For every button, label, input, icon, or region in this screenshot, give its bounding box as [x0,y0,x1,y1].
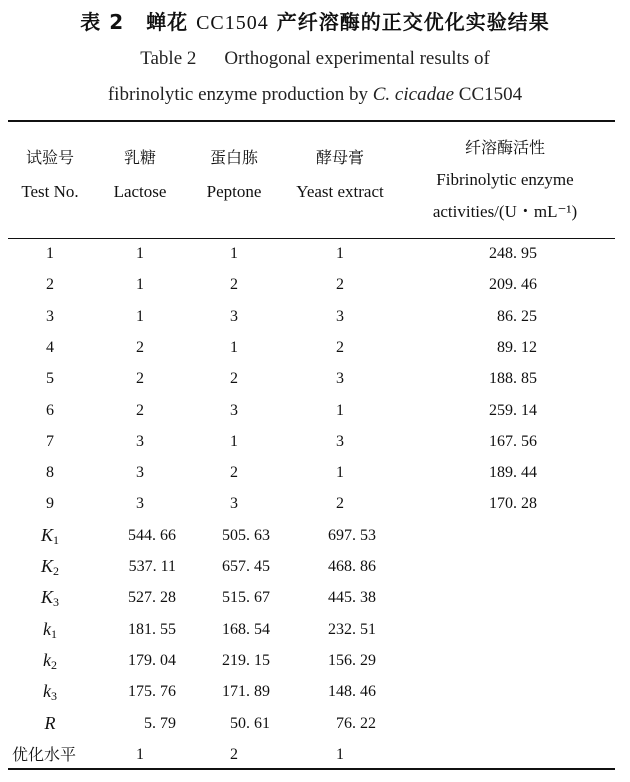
table-cell: 3 [136,432,144,450]
stat-value: 171. 89 [222,683,270,701]
table-cell: 2 [336,495,344,513]
stat-value: 468. 86 [328,558,376,575]
table-cell: 4 [46,338,54,356]
title-cn-main: 蝉花 [146,10,189,34]
table-cell: 2 [230,370,238,388]
table-cell: 1 [230,338,238,356]
table-cell: 8 [46,464,54,482]
activity-cell: 167. 56 [489,432,537,450]
stat-value: 76. 22 [336,714,376,732]
activity-cell: 209. 46 [489,276,537,294]
header-text: Yeast extract [296,182,384,201]
table-cell: 2 [230,276,238,294]
header-text: activities/(U・mL⁻¹) [432,202,578,221]
table-top-rule [8,120,615,122]
table-cell: 1 [336,245,344,262]
stat-value: 657. 45 [222,558,270,575]
table-cell: 3 [46,307,54,325]
activity-cell: 86. 25 [497,307,537,325]
stat-value: 219. 15 [222,651,270,669]
table-title-cn [0,6,630,35]
table-title-en-line1 [0,48,630,70]
stat-label: $k_2$ [43,649,57,672]
table-number: 表 2 [80,10,125,34]
stat-value: 505. 63 [222,526,270,544]
table-cell: 1 [336,401,344,419]
title-cn-suffix: 产纤溶酶的正交优化实验结果 [276,10,550,34]
stat-value: 179. 04 [128,651,176,669]
table-cell: 2 [136,370,144,388]
table-cell: 3 [136,495,144,513]
stat-value: 5. 79 [144,714,176,732]
stat-label: $K_1$ [40,524,59,547]
stat-value: 175. 76 [128,683,176,701]
table-cell: 3 [336,432,344,450]
header-text: 试验号 [25,148,74,167]
header-en2-4 [395,196,615,228]
table-cell: 2 [336,338,344,356]
stat-value: 515. 67 [222,589,270,607]
stat-value: 445. 38 [328,589,376,607]
title-en-code: CC1504 [458,84,523,105]
table-cell: 7 [46,432,54,450]
table-cell: 3 [336,307,344,325]
strain-code: CC1504 [196,12,269,34]
header-text: Lactose [113,182,167,201]
table-cell: 1 [336,464,344,482]
activity-cell: 188. 85 [489,370,537,388]
table-cell: 2 [230,464,238,482]
activity-cell: 189. 44 [489,464,537,482]
table-cell: 1 [136,276,144,294]
table-cell: 1 [230,245,238,262]
stat-label: $K_3$ [40,587,59,610]
stat-value: 527. 28 [128,589,176,607]
table-cell: 1 [230,432,238,450]
table-cell: 1 [136,307,144,325]
table-cell: 6 [46,401,54,419]
table-title-en-line2 [0,84,630,106]
header-text: 酵母膏 [315,148,364,167]
optimal-level-label: 优化水平 [12,744,77,764]
header-cn-4 [395,132,615,164]
stat-label: $k_1$ [43,618,57,641]
header-text: 乳糖 [123,148,156,167]
activity-cell: 89. 12 [497,338,537,356]
table-cell: 5 [46,370,54,388]
stat-value: 181. 55 [128,620,176,638]
title-en-label: Table 2 [140,48,197,69]
stat-value: 50. 61 [230,714,270,732]
stat-label: R [44,712,56,733]
header-text: 蛋白胨 [209,148,258,167]
table-cell: 3 [230,401,238,419]
header-text: 纤溶酶活性 [464,138,545,157]
activity-cell: 259. 14 [489,401,537,419]
table-cell: 3 [230,495,238,513]
stat-value: 156. 29 [328,651,376,669]
table-cell: 2 [336,276,344,294]
header-text: Peptone [206,182,262,201]
activity-cell: 170. 28 [489,495,537,513]
table-cell: 1 [46,245,54,262]
header-text: Fibrinolytic enzyme [436,170,574,189]
table-cell: 2 [136,401,144,419]
title-en-text2: fibrinolytic enzyme production by [107,84,368,105]
species-name: C. cicadae [372,84,455,105]
header-en1-4 [395,164,615,196]
stat-value: 697. 53 [328,526,376,544]
optimal-level-value: 2 [230,745,238,763]
title-en-text1: Orthogonal experimental results of [224,48,490,69]
optimal-level-value: 1 [136,745,144,763]
stat-value: 168. 54 [222,620,270,638]
table-cell: 3 [136,464,144,482]
table-cell: 1 [136,245,144,262]
stat-value: 537. 11 [128,558,176,575]
table-cell: 2 [136,338,144,356]
activity-cell: 248. 95 [489,245,537,262]
optimal-level-value: 1 [336,745,344,763]
header-text: Test No. [21,182,79,201]
stat-value: 544. 66 [128,526,176,544]
stat-value: 232. 51 [328,620,376,638]
table-cell: 3 [230,307,238,325]
stat-label: $K_2$ [40,556,59,578]
stat-value: 148. 46 [328,683,376,701]
stat-label: $k_3$ [43,681,57,704]
table-cell: 9 [46,495,54,513]
table-cell: 3 [336,370,344,388]
table-cell: 2 [46,276,54,294]
